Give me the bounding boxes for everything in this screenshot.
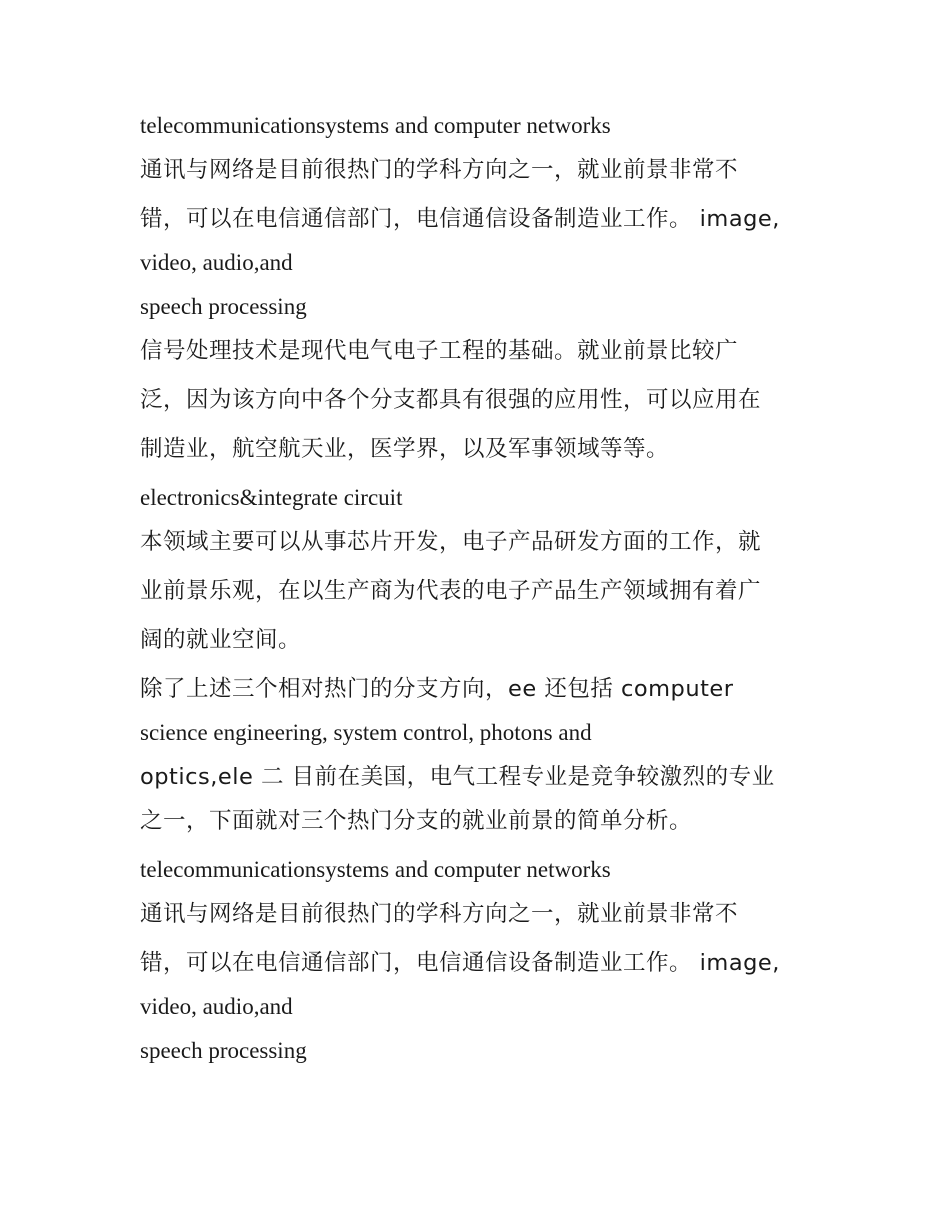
text-line: 通讯与网络是目前很热门的学科方向之一，就业前景非常不: [140, 901, 739, 927]
text-line: 本领域主要可以从事芯片开发，电子产品研发方面的工作，就: [140, 529, 762, 555]
section-heading-telecom-repeat: telecommunicationsystems and computer networks: [140, 857, 611, 882]
text-line: 错，可以在电信通信部门，电信通信设备制造业工作。 image,: [140, 950, 780, 976]
text-line: optics,ele 二 目前在美国，电气工程专业是竞争较激烈的专业: [140, 764, 775, 790]
text-line: 泛，因为该方向中各个分支都具有很强的应用性，可以应用在: [140, 387, 762, 413]
document-body: [140, 108, 820, 1077]
section-heading-telecom: telecommunicationsystems and computer networks: [140, 113, 611, 138]
section-heading-speech-repeat: speech processing: [140, 1038, 307, 1063]
text-line: 制造业，航空航天业，医学界，以及军事领域等等。: [140, 436, 670, 462]
text-line: 信号处理技术是现代电气电子工程的基础。就业前景比较广: [140, 338, 739, 364]
section-heading-line: video, audio,and: [140, 994, 293, 1019]
section-heading-electronics: electronics&integrate circuit: [140, 485, 403, 510]
text-line: 业前景乐观，在以生产商为代表的电子产品生产领域拥有着广: [140, 578, 762, 604]
section-heading-speech: speech processing: [140, 294, 307, 319]
section-heading-line: video, audio,and: [140, 250, 293, 275]
text-line: 错，可以在电信通信部门，电信通信设备制造业工作。 image,: [140, 206, 780, 232]
text-line: science engineering, system control, photons and: [140, 720, 592, 745]
text-line: 阔的就业空间。: [140, 627, 302, 653]
text-line: 之一，下面就对三个热门分支的就业前景的简单分析。: [140, 808, 693, 834]
text-line: 除了上述三个相对热门的分支方向，ee 还包括 computer: [140, 676, 734, 702]
text-line: 通讯与网络是目前很热门的学科方向之一，就业前景非常不: [140, 157, 739, 183]
